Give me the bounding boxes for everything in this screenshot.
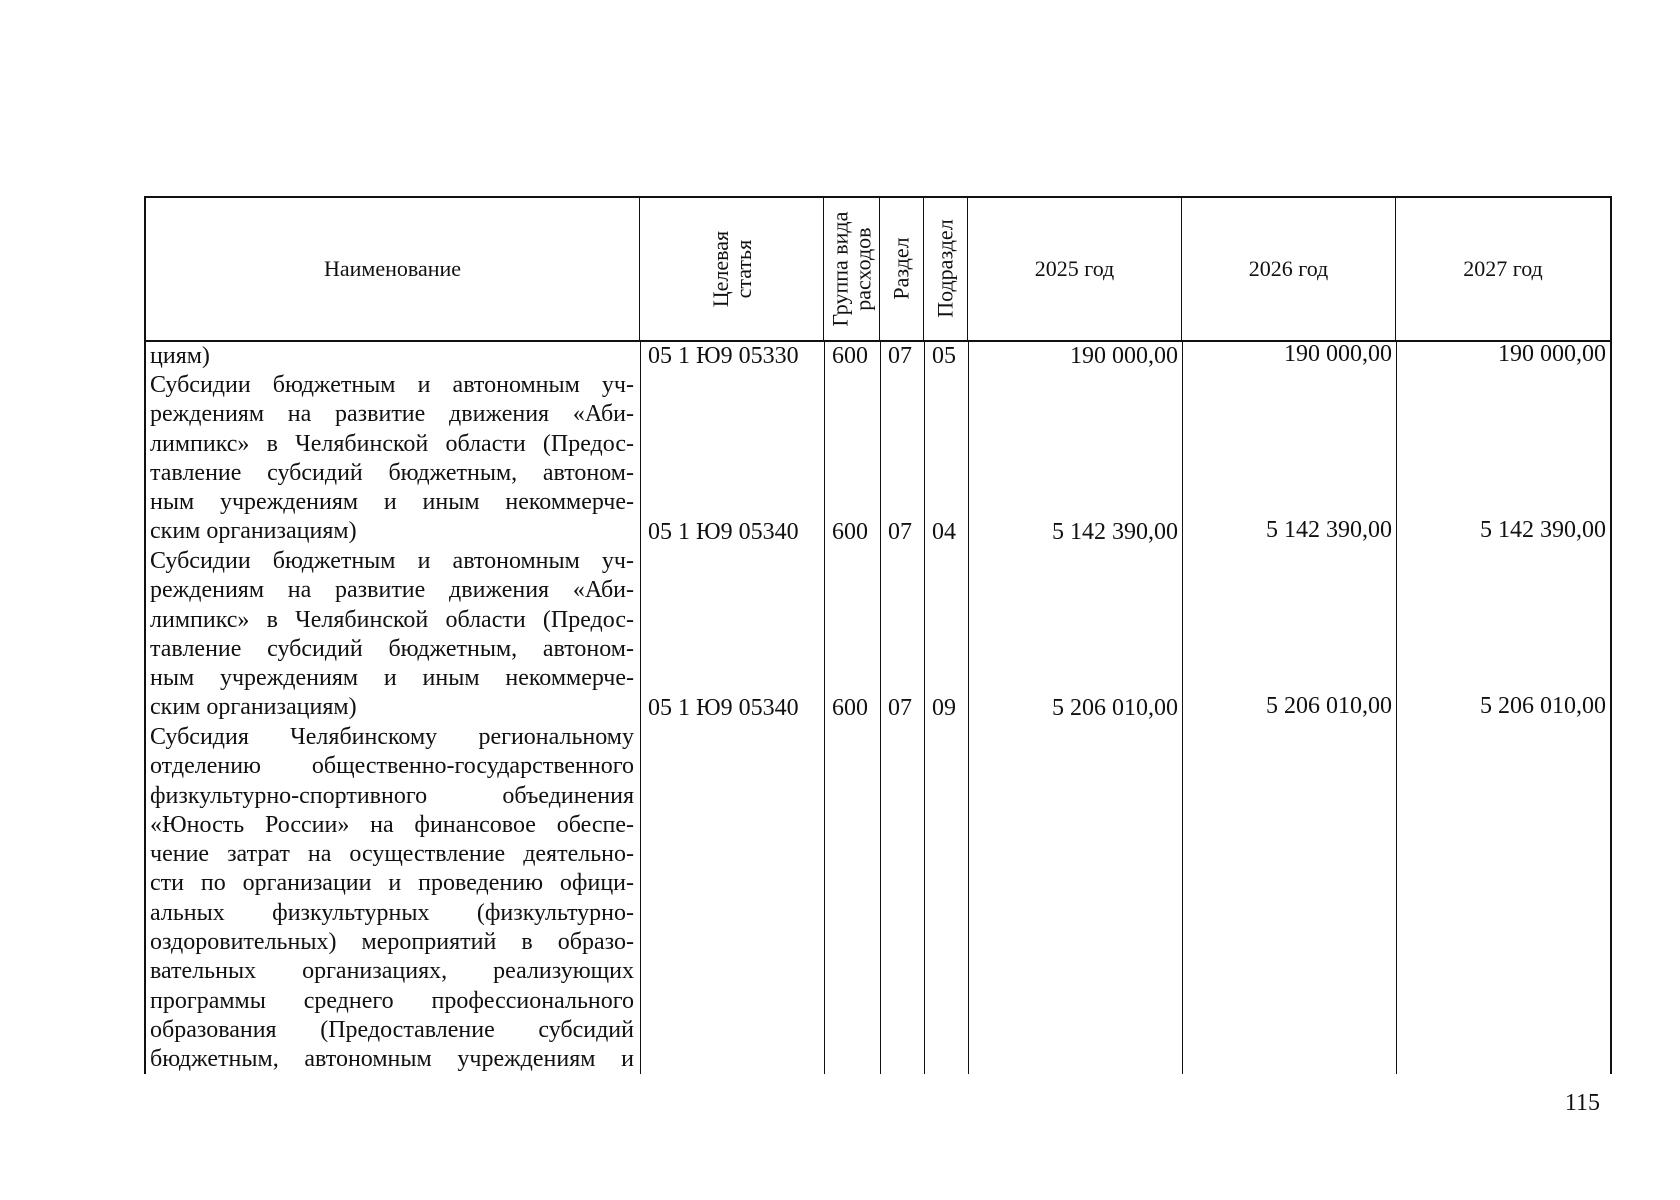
row-name: Субсидии бюджетным и автономным уч- реждениям на развитие движения «Аби- лимпикс» в Челябинской области (Предос- тавление субсидий бюджетным, автоном- ным учреждениям и иным некоммерче- ским организациям) bbox=[150, 548, 634, 721]
row-2027: 5 206 010,00 bbox=[1480, 693, 1606, 719]
row-2026: 190 000,00 bbox=[1284, 341, 1392, 367]
header-section-label: Раздел bbox=[888, 237, 914, 301]
row-section: 07 bbox=[888, 695, 912, 721]
row-group: 600 bbox=[832, 519, 868, 545]
header-2027-label: 2027 год bbox=[1463, 256, 1543, 282]
header-name-label: Наименование bbox=[323, 256, 462, 282]
column-divider bbox=[1182, 342, 1183, 1074]
row-name: циям) bbox=[150, 343, 210, 369]
column-divider bbox=[824, 342, 825, 1074]
header-target-article bbox=[640, 198, 824, 340]
header-name bbox=[146, 198, 640, 340]
header-2025-label: 2025 год bbox=[1034, 256, 1115, 282]
header-section bbox=[880, 198, 924, 340]
row-group: 600 bbox=[832, 695, 868, 721]
row-2025: 5 206 010,00 bbox=[1052, 695, 1178, 721]
page-number: 115 bbox=[1564, 1090, 1600, 1116]
column-divider bbox=[640, 342, 641, 1074]
header-2027 bbox=[1396, 198, 1610, 340]
row-group: 600 bbox=[832, 343, 868, 369]
row-name: Субсидия Челябинскому региональному отделению общественно-государственного физкультурно-спортивного объединения «Юность России» на финансовое обеспе- чение затрат на осуществление деятельно- сти по организации и проведению офици- альных физкультурных (физкультурно- оздоровительных) мероприятий в образо- вательных организациях, реализующих программы среднего профессионального образования (Предоставление субсидий бюджетным, автономным учреждениям и bbox=[150, 724, 634, 1073]
row-code: 05 1 Ю9 05340 bbox=[648, 519, 799, 545]
row-2026: 5 142 390,00 bbox=[1266, 517, 1392, 543]
row-section: 07 bbox=[888, 343, 912, 369]
row-2025: 5 142 390,00 bbox=[1052, 519, 1178, 545]
row-2027: 190 000,00 bbox=[1498, 341, 1606, 367]
table-header bbox=[144, 196, 1612, 342]
header-2025 bbox=[968, 198, 1182, 340]
header-subsection-label: Подраздел bbox=[932, 219, 958, 319]
row-section: 07 bbox=[888, 519, 912, 545]
header-expense-group-label: Группа вида расходов bbox=[827, 211, 876, 327]
row-name: Субсидии бюджетным и автономным уч- реждениям на развитие движения «Аби- лимпикс» в Челябинской области (Предос- тавление субсидий бюджетным, автоном- ным учреждениям и иным некоммерче- ским организациям) bbox=[150, 372, 634, 545]
header-subsection bbox=[924, 198, 968, 340]
column-divider bbox=[880, 342, 881, 1074]
row-code: 05 1 Ю9 05340 bbox=[648, 695, 799, 721]
row-subsection: 05 bbox=[932, 343, 956, 369]
row-2025: 190 000,00 bbox=[1070, 343, 1178, 369]
row-code: 05 1 Ю9 05330 bbox=[648, 343, 799, 369]
row-subsection: 04 bbox=[932, 519, 956, 545]
header-2026-label: 2026 год bbox=[1248, 256, 1329, 282]
column-divider bbox=[1396, 342, 1397, 1074]
header-target-article-label: Целевая статья bbox=[707, 230, 756, 308]
row-2027: 5 142 390,00 bbox=[1480, 517, 1606, 543]
row-2026: 5 206 010,00 bbox=[1266, 693, 1392, 719]
header-2026 bbox=[1182, 198, 1396, 340]
table-body bbox=[144, 342, 1612, 1074]
column-divider bbox=[968, 342, 969, 1074]
column-divider bbox=[924, 342, 925, 1074]
row-subsection: 09 bbox=[932, 695, 956, 721]
header-expense-group bbox=[824, 198, 880, 340]
